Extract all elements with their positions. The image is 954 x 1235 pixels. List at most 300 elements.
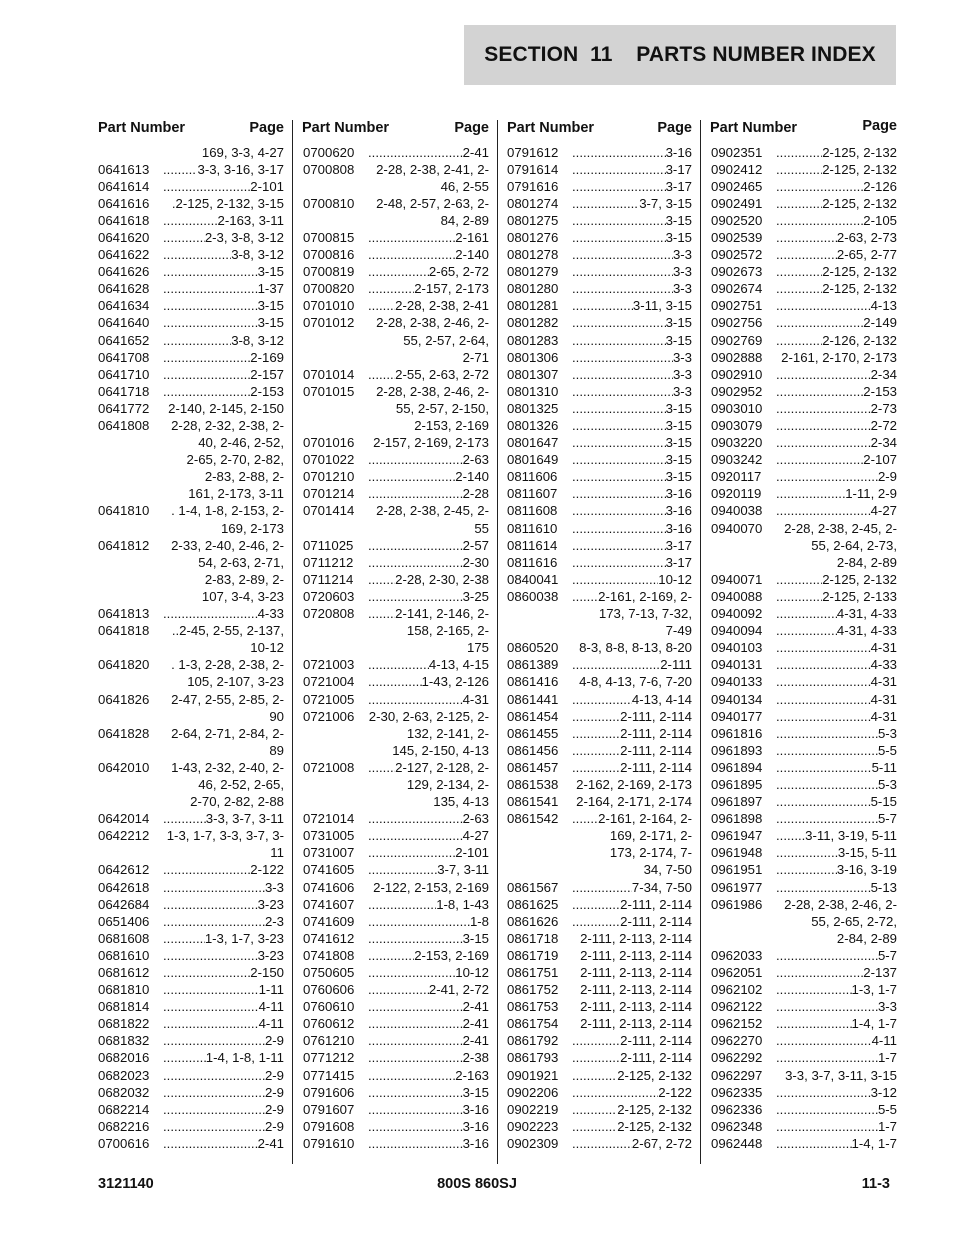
page-ref-text: 2-157 <box>250 366 284 382</box>
index-rows <box>98 144 284 1153</box>
page-heading: Page <box>249 120 284 136</box>
index-entry <box>303 1101 489 1118</box>
page-ref-line <box>776 827 897 844</box>
part-number: 0700616 <box>98 1135 150 1151</box>
index-entry <box>98 229 284 246</box>
page-ref-text: 3-3 <box>877 999 897 1015</box>
page-ref-text: 2-125, 2-132 <box>822 195 897 211</box>
index-entry <box>711 571 897 588</box>
page-ref-line: 2-71 <box>462 349 489 365</box>
page-references <box>368 451 489 468</box>
page-heading: Page <box>862 118 897 134</box>
page-ref-line <box>163 1049 284 1066</box>
part-number: 0711214 <box>303 571 354 587</box>
dot-leader <box>776 793 871 810</box>
part-number: 0940092 <box>711 606 763 622</box>
page-ref-line: 8-3, 8-8, 8-13, 8-20 <box>579 640 692 656</box>
page-ref-line <box>572 297 692 314</box>
page-ref-line <box>368 913 489 930</box>
index-entry <box>98 879 284 896</box>
page-ref-line <box>368 759 489 776</box>
page-ref-line <box>163 879 284 896</box>
page-ref-line <box>163 366 284 383</box>
index-entry <box>507 468 692 485</box>
page-ref-text: 4-11 <box>871 1033 897 1049</box>
page-references <box>572 571 692 588</box>
page-references <box>776 1101 897 1118</box>
index-entry <box>507 1049 692 1066</box>
page-references <box>572 947 692 964</box>
dot-leader <box>368 297 395 314</box>
index-entry <box>98 161 284 178</box>
page-references <box>572 981 692 998</box>
page-ref-text: 3-23 <box>257 947 284 963</box>
part-number: 0741605 <box>303 862 355 878</box>
page-references <box>572 400 692 417</box>
index-entry <box>711 708 897 725</box>
page-ref-line: .2-125, 2-132, 3-15 <box>171 195 284 211</box>
dot-leader <box>776 229 837 246</box>
page-ref-text: 5-13 <box>870 879 897 895</box>
part-number: 0801307 <box>507 366 559 382</box>
page-ref-line <box>776 400 897 417</box>
index-entry <box>507 1135 692 1152</box>
page-ref-line <box>776 468 897 485</box>
index-entry <box>98 263 284 280</box>
dot-leader <box>572 759 620 776</box>
index-entry <box>507 708 692 725</box>
part-number: 0641820 <box>98 657 150 673</box>
page-references <box>163 1135 284 1152</box>
dot-leader <box>572 502 666 519</box>
page-ref-text: 4-33 <box>870 657 897 673</box>
page-references <box>572 913 692 930</box>
page-ref-text: 3-15 <box>665 435 692 451</box>
page-references <box>572 896 692 913</box>
part-number: 0700820 <box>303 281 355 297</box>
index-entry <box>98 1067 284 1084</box>
page-references <box>163 879 284 896</box>
part-number: 0641813 <box>98 606 150 622</box>
index-entry <box>98 502 284 536</box>
index-entry <box>98 1101 284 1118</box>
page-ref-text: 4-27 <box>870 503 897 519</box>
page-ref-line <box>776 161 897 178</box>
page-ref-text: 2-125, 2-133 <box>822 588 897 604</box>
part-number: 0681612 <box>98 965 150 980</box>
page-ref-text: 3-3 <box>672 264 692 280</box>
page-references <box>368 1084 489 1101</box>
part-number: 0801306 <box>507 349 559 365</box>
page-ref-line <box>776 793 897 810</box>
index-entry <box>711 1049 897 1066</box>
index-entry <box>507 673 692 690</box>
part-number: 0962033 <box>711 947 763 963</box>
part-number: 0861538 <box>507 776 559 792</box>
dot-leader <box>572 896 620 913</box>
index-entry <box>507 417 692 434</box>
page-ref-text: 3-12 <box>870 1084 897 1100</box>
page-ref-line: 169, 2-173 <box>220 520 284 536</box>
index-entry <box>711 366 897 383</box>
index-entry <box>711 1084 897 1101</box>
page-ref-line <box>776 844 897 861</box>
index-entry <box>98 725 284 759</box>
page-references <box>572 366 692 383</box>
index-entry <box>507 1118 692 1135</box>
page-ref-line <box>368 468 489 485</box>
dot-leader <box>776 827 805 844</box>
page-references <box>572 144 692 161</box>
page-ref-text: 3-15 <box>257 264 284 280</box>
part-number: 0962122 <box>711 999 763 1015</box>
page-ref-text: 3-15 <box>257 298 284 314</box>
page-ref-text: 2-125, 2-132 <box>822 571 897 587</box>
index-entry <box>507 144 692 161</box>
page-references <box>776 673 897 690</box>
page-ref-text: 3-16 <box>462 1118 489 1134</box>
dot-leader <box>368 896 436 913</box>
page-ref-line: 2-83, 2-89, 2- <box>204 571 284 587</box>
index-entry <box>303 297 489 314</box>
dot-leader <box>572 913 620 930</box>
index-entry <box>98 537 284 605</box>
page-ref-line <box>163 161 284 178</box>
index-entry <box>98 827 284 861</box>
dot-leader <box>163 349 250 366</box>
page-ref-text: 4-31 <box>870 708 897 724</box>
page-references <box>368 502 489 536</box>
page-references <box>163 161 284 178</box>
part-number: 0861752 <box>507 982 559 998</box>
page-ref-line <box>368 554 489 571</box>
page-ref-text: 2-38 <box>462 1050 489 1066</box>
dot-leader <box>163 879 265 896</box>
index-entry <box>711 161 897 178</box>
dot-leader <box>572 263 673 280</box>
page-references <box>776 708 897 725</box>
page-ref-line: 135, 4-13 <box>433 794 489 810</box>
page-ref-text: 2-63 <box>462 811 489 827</box>
page-ref-text: 1-7 <box>877 1050 897 1066</box>
page-references <box>163 229 284 246</box>
page-ref-text: 2-125, 2-132 <box>822 144 897 160</box>
page-ref-line <box>776 144 897 161</box>
index-entry <box>711 742 897 759</box>
dot-leader <box>572 485 666 502</box>
dot-leader <box>163 810 206 827</box>
part-number: 0801276 <box>507 229 559 245</box>
index-entry <box>98 400 284 417</box>
page-ref-text: 2-163, 3-11 <box>217 212 284 228</box>
page-references <box>572 1084 692 1101</box>
page-references <box>163 981 284 998</box>
dot-leader <box>776 195 822 212</box>
dot-leader <box>572 1067 617 1084</box>
page-references <box>572 468 692 485</box>
page-ref-text: 2-125, 2-132 <box>617 1118 692 1134</box>
part-number: 0903242 <box>711 452 763 468</box>
index-entry <box>711 263 897 280</box>
part-number: 0700816 <box>303 247 355 263</box>
page-ref-line: 2-48, 2-57, 2-63, 2- <box>376 195 489 211</box>
dot-leader <box>163 366 250 383</box>
page-ref-line <box>163 383 284 400</box>
part-number: 0682214 <box>98 1101 150 1117</box>
page-ref-line <box>776 383 897 400</box>
index-rows <box>711 144 897 1153</box>
part-number: 0861416 <box>507 674 559 690</box>
part-number: 0771415 <box>303 1067 355 1083</box>
page-references <box>572 246 692 263</box>
part-number: 0811610 <box>507 520 558 536</box>
part-number: 0641710 <box>98 366 150 382</box>
dot-leader <box>776 246 837 263</box>
part-number: 0861751 <box>507 965 559 980</box>
page-ref-line: 46, 2-55 <box>440 178 489 194</box>
index-entry <box>711 383 897 400</box>
page-ref-line: 54, 2-63, 2-71, <box>198 554 284 570</box>
page-ref-line <box>572 451 692 468</box>
index-entry <box>711 314 897 331</box>
dot-leader <box>776 998 878 1015</box>
page-ref-line <box>572 263 692 280</box>
dot-leader <box>163 246 231 263</box>
page-ref-line <box>776 673 897 690</box>
page-references <box>368 468 489 485</box>
page-ref-line: 2-84, 2-89 <box>836 930 897 946</box>
part-number-heading: Part Number <box>302 120 390 136</box>
page-references <box>368 656 489 673</box>
index-entry <box>711 998 897 1015</box>
part-number: 0901921 <box>507 1067 559 1083</box>
page-ref-line <box>776 451 897 468</box>
page-ref-text: 2-157, 2-173 <box>414 281 489 297</box>
page-ref-text: 2-161 <box>455 229 489 245</box>
page-ref-text: 2-41 <box>462 144 489 160</box>
page-ref-line <box>572 1084 692 1101</box>
page-ref-text: 2-122 <box>250 862 284 878</box>
page-ref-line <box>572 161 692 178</box>
page-ref-line <box>368 246 489 263</box>
part-number: 0641626 <box>98 264 150 280</box>
part-number: 0700815 <box>303 229 355 245</box>
page-references <box>776 161 897 178</box>
part-number: 0701210 <box>303 469 355 485</box>
page-ref-text: 3-11, 3-19, 5-11 <box>805 828 897 844</box>
page-ref-text: 2-125, 2-132 <box>617 1101 692 1117</box>
index-entry <box>711 810 897 827</box>
part-number: 0940177 <box>711 708 763 724</box>
page-references <box>776 1067 897 1084</box>
page-ref-line: 2-161, 2-170, 2-173 <box>781 349 897 365</box>
index-entry <box>303 861 489 878</box>
part-number: 0962336 <box>711 1101 763 1117</box>
part-number: 0760606 <box>303 982 355 998</box>
page-references <box>163 400 284 417</box>
index-entry <box>98 1032 284 1049</box>
page-references <box>776 776 897 793</box>
index-entry <box>711 246 897 263</box>
page-ref-text: 1-4, 1-7 <box>851 1016 897 1032</box>
page-references <box>572 1067 692 1084</box>
page-ref-line: 55, 2-65, 2-72, <box>811 913 897 929</box>
page-references <box>368 1049 489 1066</box>
dot-leader <box>776 1084 871 1101</box>
index-entry <box>98 349 284 366</box>
page-references <box>776 1032 897 1049</box>
index-entry <box>711 212 897 229</box>
page-references <box>368 263 489 280</box>
part-number: 0642612 <box>98 862 150 878</box>
page-references <box>776 332 897 349</box>
index-entry <box>507 349 692 366</box>
part-number: 0962335 <box>711 1084 763 1100</box>
page-ref-line <box>572 246 692 263</box>
page-references <box>776 571 897 588</box>
dot-leader <box>572 195 639 212</box>
page-ref-text: 2-28 <box>462 486 489 502</box>
page-ref-line <box>163 263 284 280</box>
dot-leader <box>368 366 395 383</box>
page-ref-text: 5-3 <box>877 776 897 792</box>
page-references <box>368 297 489 314</box>
dot-leader <box>368 537 463 554</box>
part-number: 0700819 <box>303 264 355 280</box>
dot-leader <box>572 212 666 229</box>
page-ref-text: 3-3 <box>264 879 284 895</box>
dot-leader <box>368 1118 463 1135</box>
page-ref-text: 2-67, 2-72 <box>631 1135 692 1151</box>
part-number: 0902910 <box>711 366 763 382</box>
column-header <box>98 120 284 140</box>
index-entry <box>303 708 489 759</box>
part-number: 0840041 <box>507 571 559 587</box>
page-ref-line <box>572 554 692 571</box>
page-ref-line: 55 <box>474 520 489 536</box>
index-rows <box>303 144 489 1153</box>
page-references <box>572 588 692 639</box>
dot-leader <box>572 332 666 349</box>
page-ref-line: . 1-4, 1-8, 2-153, 2- <box>171 503 284 519</box>
page-ref-text: 1-8 <box>469 913 489 929</box>
page-ref-text: 4-31 <box>870 674 897 690</box>
index-entry <box>303 485 489 502</box>
index-entry <box>711 434 897 451</box>
index-entry <box>303 554 489 571</box>
page-references <box>776 793 897 810</box>
page-ref-line <box>776 366 897 383</box>
dot-leader <box>776 263 822 280</box>
page-ref-line: 2-64, 2-71, 2-84, 2- <box>171 725 284 741</box>
page-ref-line <box>776 212 897 229</box>
page-references <box>572 998 692 1015</box>
page-references <box>776 297 897 314</box>
page-references <box>163 827 284 861</box>
page-references <box>368 827 489 844</box>
dot-leader <box>572 280 673 297</box>
page-ref-line <box>163 930 284 947</box>
page-ref-text: 3-7, 3-11 <box>437 862 489 878</box>
page-ref-text: 2-126 <box>863 178 897 194</box>
page-ref-line <box>368 656 489 673</box>
page-references <box>368 879 489 896</box>
part-number: 0861441 <box>507 691 559 707</box>
page-references <box>368 1101 489 1118</box>
dot-leader <box>368 1084 463 1101</box>
page-references <box>368 844 489 861</box>
dot-leader <box>572 1049 620 1066</box>
page-references <box>368 981 489 998</box>
page-references <box>368 161 489 195</box>
page-ref-line: 2-157, 2-169, 2-173 <box>373 435 489 451</box>
page-references <box>776 485 897 502</box>
part-number: 0791606 <box>303 1084 355 1100</box>
dot-leader <box>163 1049 206 1066</box>
part-number: 0641708 <box>98 349 150 365</box>
part-number: 0741609 <box>303 913 355 929</box>
index-entry <box>711 195 897 212</box>
dot-leader <box>776 417 871 434</box>
part-number-heading: Part Number <box>507 120 595 136</box>
page-references <box>368 485 489 502</box>
page-ref-line <box>776 810 897 827</box>
part-number: 0801647 <box>507 435 559 451</box>
index-entry <box>507 810 692 878</box>
index-entry <box>98 383 284 400</box>
page-ref-line <box>368 947 489 964</box>
dot-leader <box>368 913 470 930</box>
part-number: 0791614 <box>507 161 559 177</box>
index-entry <box>98 314 284 331</box>
index-entry <box>303 229 489 246</box>
part-number: 0791607 <box>303 1101 355 1117</box>
index-entry <box>711 1032 897 1049</box>
dot-leader <box>368 451 463 468</box>
part-number: 0902219 <box>507 1101 559 1117</box>
page-ref-line <box>572 588 692 605</box>
page-ref-line <box>776 708 897 725</box>
dot-leader <box>572 144 666 161</box>
index-entry <box>98 861 284 878</box>
index-entry <box>303 383 489 434</box>
page-references <box>163 332 284 349</box>
page-ref-line <box>163 178 284 195</box>
page-ref-text: 3-15 <box>665 452 692 468</box>
part-number: 0811606 <box>507 469 558 485</box>
dot-leader <box>776 161 822 178</box>
dot-leader <box>368 691 463 708</box>
page-references <box>163 947 284 964</box>
page-references <box>776 400 897 417</box>
part-number: 0920119 <box>711 486 762 502</box>
part-number: 0902412 <box>711 161 763 177</box>
page-ref-line <box>368 896 489 913</box>
page-references <box>776 605 897 622</box>
page-ref-text: 3-8, 3-12 <box>231 247 284 263</box>
dot-leader <box>572 297 633 314</box>
page-ref-text: 2-9 <box>264 1033 284 1049</box>
page-ref-line <box>368 981 489 998</box>
dot-leader <box>776 1118 878 1135</box>
page-ref-text: 2-63, 2-73 <box>836 229 897 245</box>
page-ref-text: 4-31 <box>462 691 489 707</box>
page-references <box>163 1032 284 1049</box>
part-number: 0940038 <box>711 503 763 519</box>
part-number: 0681822 <box>98 1016 150 1032</box>
page-ref-line <box>163 1032 284 1049</box>
dot-leader <box>776 759 872 776</box>
